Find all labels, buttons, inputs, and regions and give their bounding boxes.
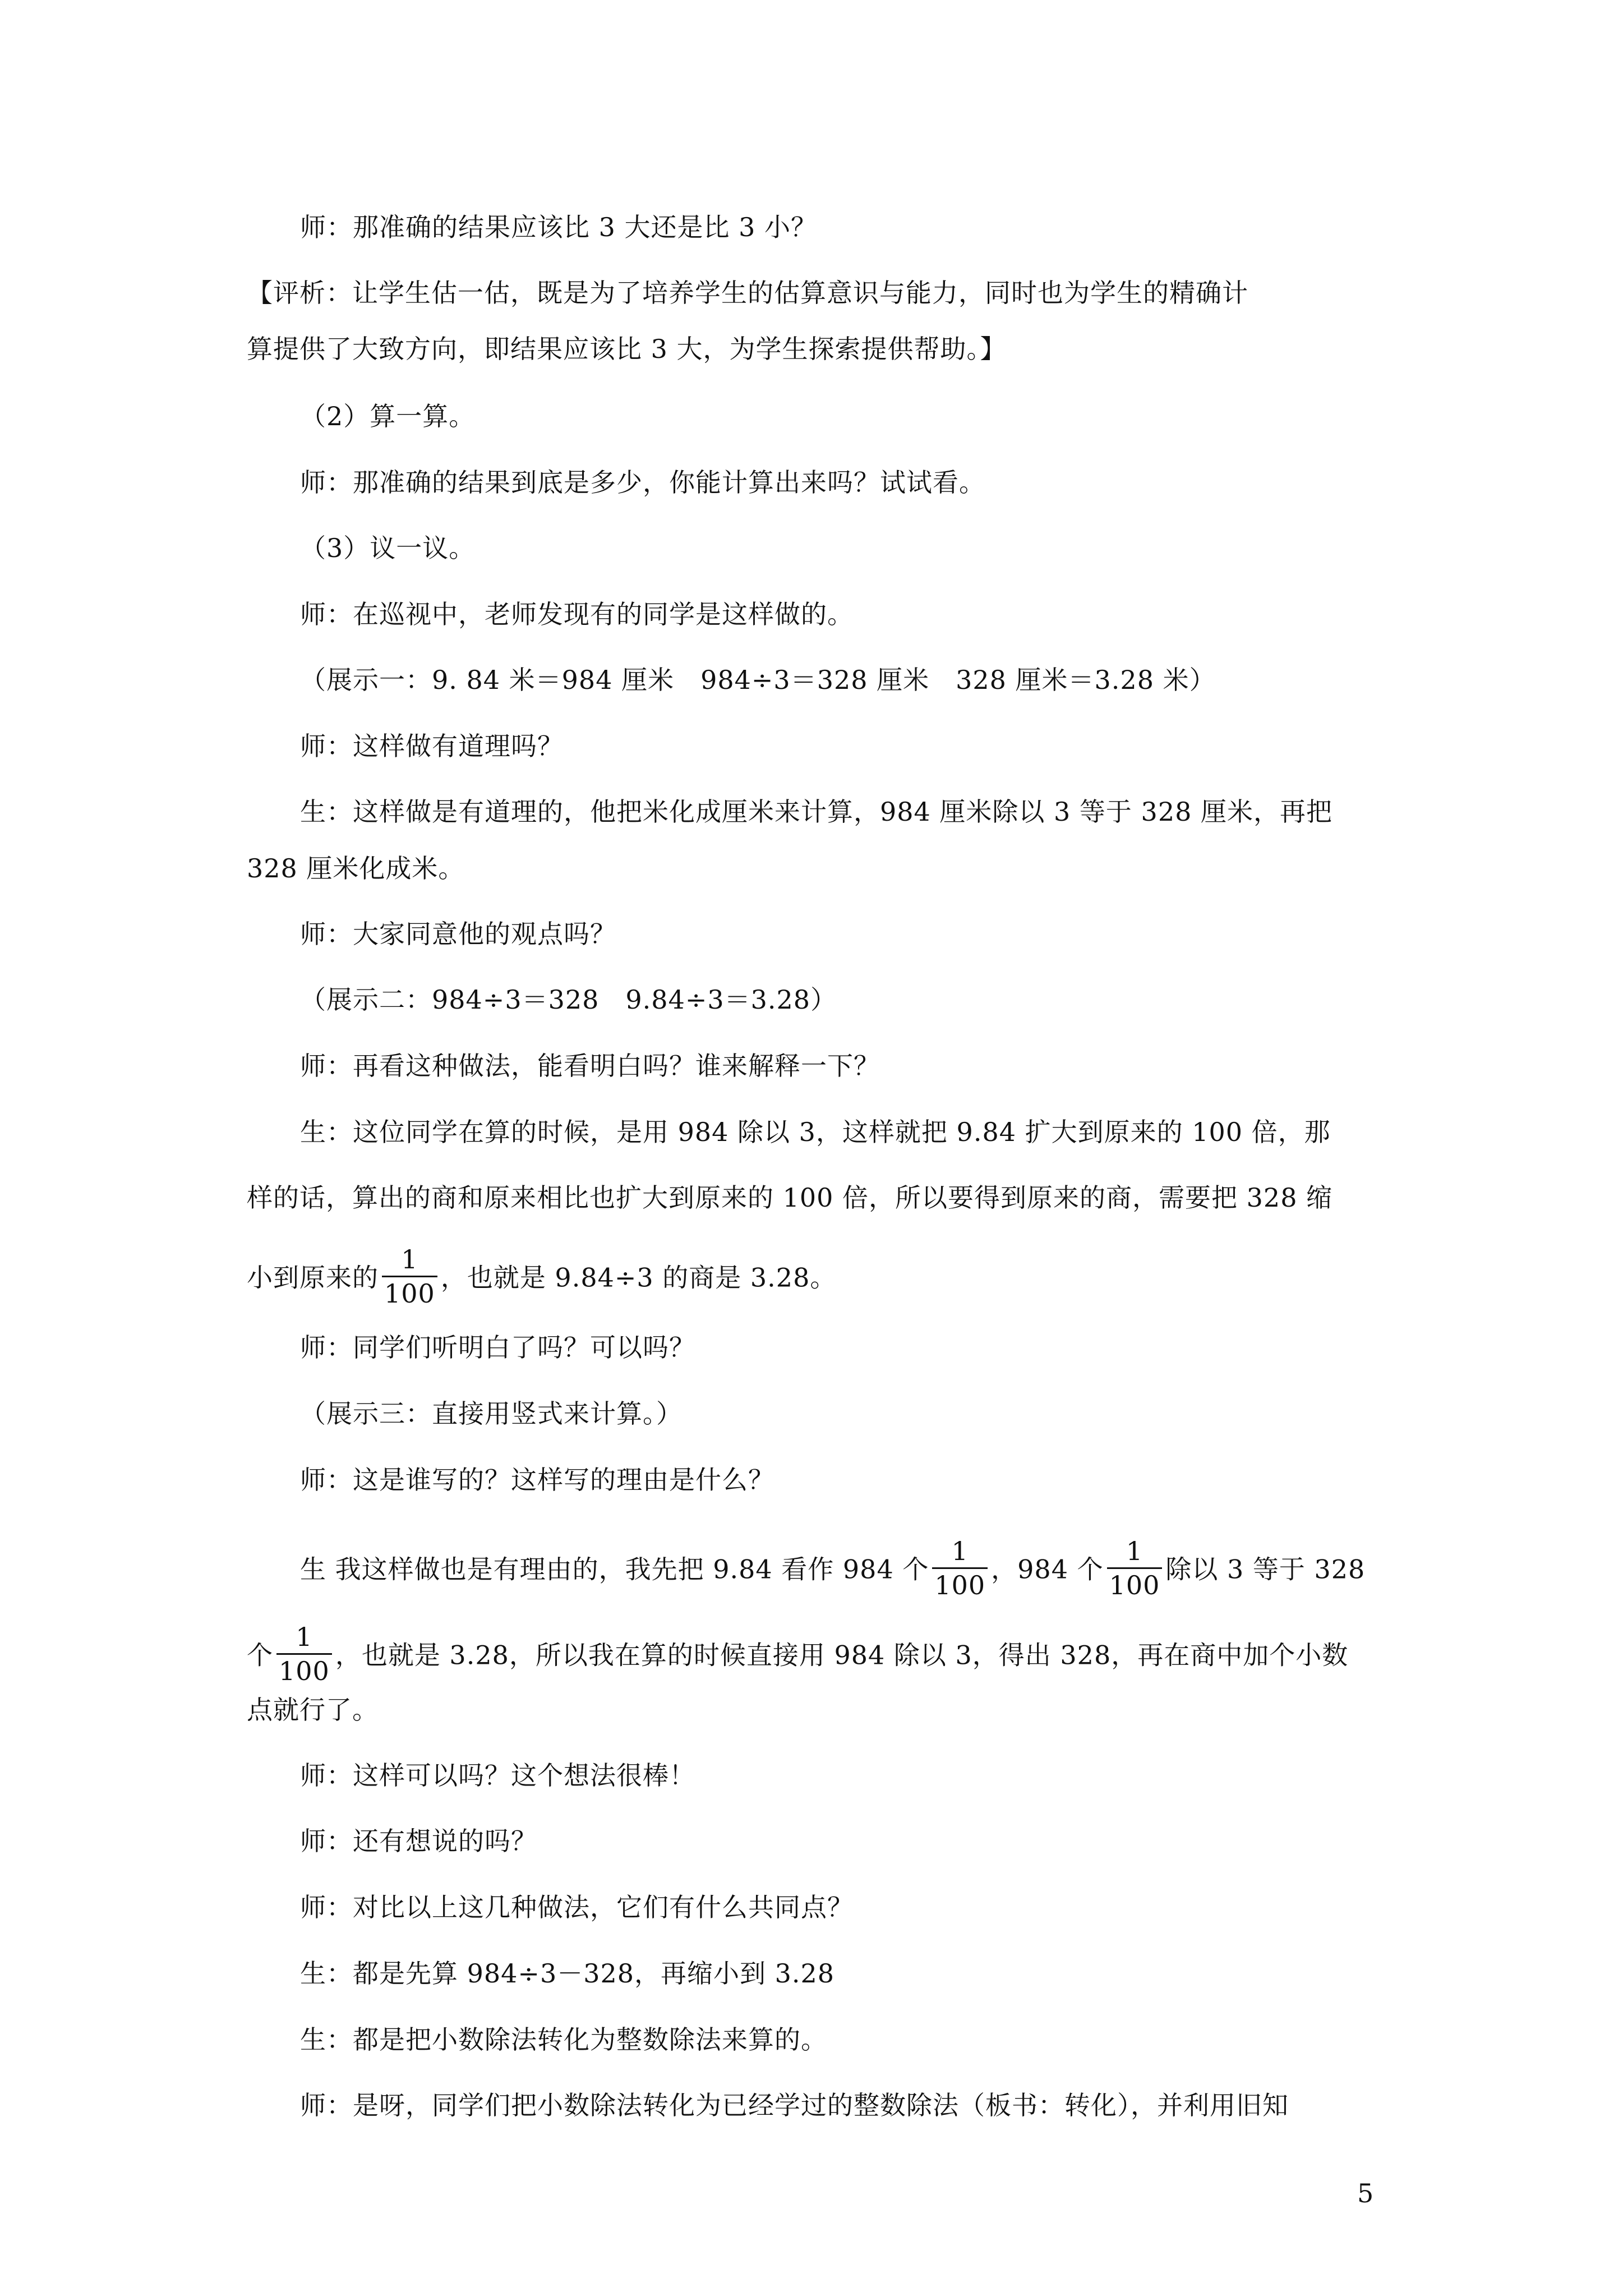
fraction-numerator: 1 bbox=[401, 1244, 418, 1274]
text-line: 生：这位同学在算的时候，是用 984 除以 3，这样就把 9.84 扩大到原来的 100 倍，那 bbox=[300, 1117, 1331, 1147]
text-line: 生：都是把小数除法转化为整数除法来算的。 bbox=[300, 2024, 827, 2055]
text-line: 【评析：让学生估一估，既是为了培养学生的估算意识与能力，同时也为学生的精确计 bbox=[247, 278, 1248, 308]
text-line: 师：这样可以吗？这个想法很棒！ bbox=[300, 1760, 695, 1791]
text-line: 师：对比以上这几种做法，它们有什么共同点？ bbox=[300, 1892, 854, 1922]
text-line: 师：大家同意他的观点吗？ bbox=[300, 919, 616, 949]
fraction-numerator: 1 bbox=[951, 1536, 969, 1566]
text-line-with-fraction bbox=[300, 1538, 1365, 1605]
text-line-with-fraction bbox=[247, 1246, 836, 1313]
text-line: 生：这样做是有道理的，他把米化成厘米来计算，984 厘米除以 3 等于 328 厘米，再把 bbox=[300, 797, 1332, 827]
text-line: 样的话，算出的商和原来相比也扩大到原来的 100 倍，所以要得到原来的商，需要把 328 缩 bbox=[247, 1182, 1333, 1213]
fraction-denominator: 100 bbox=[382, 1276, 437, 1310]
text-line: （3）议一议。 bbox=[300, 533, 476, 563]
fraction-denominator: 100 bbox=[276, 1653, 332, 1687]
fraction bbox=[382, 1243, 437, 1310]
text-segment: 除以 3 等于 328 bbox=[1165, 1554, 1366, 1585]
text-line: 师：那准确的结果应该比 3 大还是比 3 小？ bbox=[300, 212, 818, 242]
text-segment: ，也就是 9.84÷3 的商是 3.28。 bbox=[440, 1262, 837, 1293]
text-line: 师：这样做有道理吗？ bbox=[300, 731, 564, 761]
text-segment: ，也就是 3.28，所以我在算的时候直接用 984 除以 3，得出 328，再在商中加个小数 bbox=[335, 1640, 1349, 1671]
text-line: 算提供了大致方向，即结果应该比 3 大，为学生探索提供帮助。】 bbox=[247, 334, 1007, 364]
text-line: 328 厘米化成米。 bbox=[247, 853, 465, 884]
text-line: 师：这是谁写的？这样写的理由是什么？ bbox=[300, 1465, 774, 1495]
text-segment: ，984 个 bbox=[991, 1554, 1104, 1585]
text-line: （展示一：9. 84 米＝984 厘米 984÷3＝328 厘米 328 厘米＝3.28 米） bbox=[300, 665, 1216, 695]
fraction-denominator: 100 bbox=[932, 1567, 988, 1602]
fraction-numerator: 1 bbox=[296, 1622, 313, 1652]
fraction bbox=[1107, 1535, 1163, 1602]
text-line: （展示三：直接用竖式来计算。） bbox=[300, 1398, 683, 1429]
text-line-with-fraction bbox=[247, 1624, 1348, 1691]
text-line: 生：都是先算 984÷3－328，再缩小到 3.28 bbox=[300, 1958, 835, 1989]
fraction-denominator: 100 bbox=[1107, 1567, 1163, 1602]
text-segment: 生 我这样做也是有理由的，我先把 9.84 看作 984 个 bbox=[300, 1554, 929, 1585]
text-line: 点就行了。 bbox=[247, 1695, 379, 1725]
text-line: 师：再看这种做法，能看明白吗？谁来解释一下？ bbox=[300, 1051, 880, 1081]
text-line: 师：还有想说的吗？ bbox=[300, 1826, 537, 1856]
fraction bbox=[276, 1621, 332, 1687]
page-number: 5 bbox=[1357, 2178, 1374, 2208]
text-line: 师：那准确的结果到底是多少，你能计算出来吗？试试看。 bbox=[300, 467, 985, 498]
text-line: 师：同学们听明白了吗？可以吗？ bbox=[300, 1332, 695, 1363]
text-line: （2）算一算。 bbox=[300, 401, 476, 431]
text-line: 师：在巡视中，老师发现有的同学是这样做的。 bbox=[300, 599, 854, 629]
text-segment: 小到原来的 bbox=[247, 1262, 379, 1293]
text-segment: 个 bbox=[247, 1640, 273, 1671]
fraction bbox=[932, 1535, 988, 1602]
text-line: （展示二：984÷3＝328 9.84÷3＝3.28） bbox=[300, 984, 837, 1015]
fraction-numerator: 1 bbox=[1126, 1536, 1144, 1566]
text-line: 师：是呀，同学们把小数除法转化为已经学过的整数除法（板书：转化），并利用旧知 bbox=[300, 2090, 1289, 2120]
